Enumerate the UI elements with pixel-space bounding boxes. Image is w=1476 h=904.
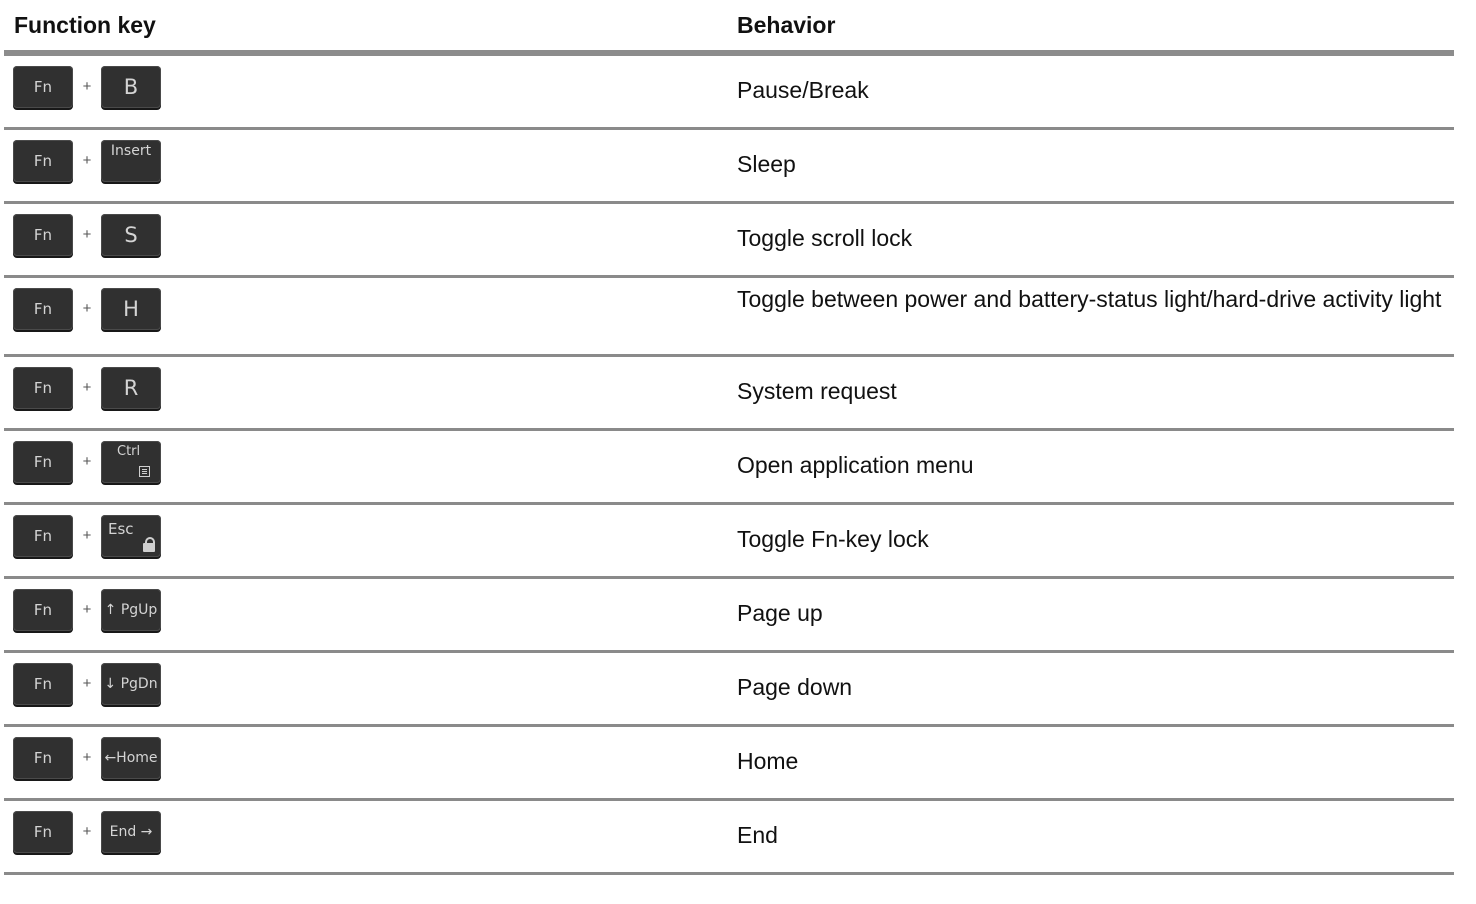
table-header — [4, 0, 1454, 56]
behavior-text: System request — [737, 378, 897, 404]
fn-key: Fn — [13, 66, 73, 108]
menu-icon — [139, 466, 150, 477]
table-row — [4, 653, 1454, 727]
key-combination — [13, 213, 161, 256]
b-key: B — [101, 66, 161, 108]
h-key: H — [101, 288, 161, 330]
table-row — [4, 579, 1454, 653]
table-row — [4, 505, 1454, 579]
table-row — [4, 130, 1454, 204]
plus-sign: + — [82, 379, 92, 396]
table-row — [4, 56, 1454, 130]
behavior-text: Toggle between power and battery-status light/hard-drive activity light — [737, 286, 1442, 312]
fn-key: Fn — [13, 811, 73, 853]
behavior-text: Sleep — [737, 151, 796, 177]
fn-key: Fn — [13, 515, 73, 557]
table-row — [4, 431, 1454, 505]
behavior-text: End — [737, 822, 778, 848]
key-combination — [13, 139, 161, 182]
plus-sign: + — [82, 300, 92, 317]
lock-icon — [143, 543, 155, 552]
fn-key: Fn — [13, 288, 73, 330]
table-row — [4, 801, 1454, 875]
esc-key — [101, 515, 161, 557]
pgup-key: ↑ PgUp — [101, 589, 161, 631]
plus-sign: + — [82, 675, 92, 692]
r-key: R — [101, 367, 161, 409]
plus-sign: + — [82, 226, 92, 243]
home-key: ←Home — [101, 737, 161, 779]
behavior-text: Page down — [737, 674, 853, 700]
header-function-key: Function key — [14, 12, 156, 38]
plus-sign: + — [82, 749, 92, 766]
behavior-text: Pause/Break — [737, 77, 869, 103]
key-combination — [13, 662, 161, 705]
ctrl-key-label: Ctrl — [117, 443, 141, 459]
table-row — [4, 204, 1454, 278]
fn-key: Fn — [13, 663, 73, 705]
table-row — [4, 727, 1454, 801]
header-behavior: Behavior — [737, 12, 836, 38]
plus-sign: + — [82, 78, 92, 95]
key-combination — [13, 366, 161, 409]
s-key: S — [101, 214, 161, 256]
key-combination — [13, 588, 161, 631]
plus-sign: + — [82, 152, 92, 169]
behavior-text: Toggle scroll lock — [737, 225, 913, 251]
plus-sign: + — [82, 527, 92, 544]
key-combination — [13, 514, 161, 557]
insert-key-label: Insert — [110, 142, 152, 159]
plus-sign: + — [82, 453, 92, 470]
fn-key: Fn — [13, 737, 73, 779]
key-combination — [13, 65, 161, 108]
fn-key: Fn — [13, 589, 73, 631]
table-row — [4, 357, 1454, 431]
fn-key: Fn — [13, 140, 73, 182]
key-combination — [13, 736, 161, 779]
esc-key-label: Esc — [108, 519, 134, 538]
table-row — [4, 278, 1454, 357]
fn-key: Fn — [13, 214, 73, 256]
pgdn-key: ↓ PgDn — [101, 663, 161, 705]
behavior-text: Page up — [737, 600, 823, 626]
fn-key: Fn — [13, 441, 73, 483]
function-key-table — [4, 0, 1454, 875]
plus-sign: + — [82, 601, 92, 618]
behavior-text: Toggle Fn-key lock — [737, 526, 929, 552]
key-combination — [13, 287, 161, 330]
key-combination — [13, 810, 161, 853]
ctrl-menu-key — [101, 441, 161, 483]
behavior-text: Open application menu — [737, 452, 974, 478]
key-combination — [13, 440, 161, 483]
end-key: End → — [101, 811, 161, 853]
behavior-text: Home — [737, 748, 799, 774]
plus-sign: + — [82, 823, 92, 840]
fn-key: Fn — [13, 367, 73, 409]
insert-key — [101, 140, 161, 182]
